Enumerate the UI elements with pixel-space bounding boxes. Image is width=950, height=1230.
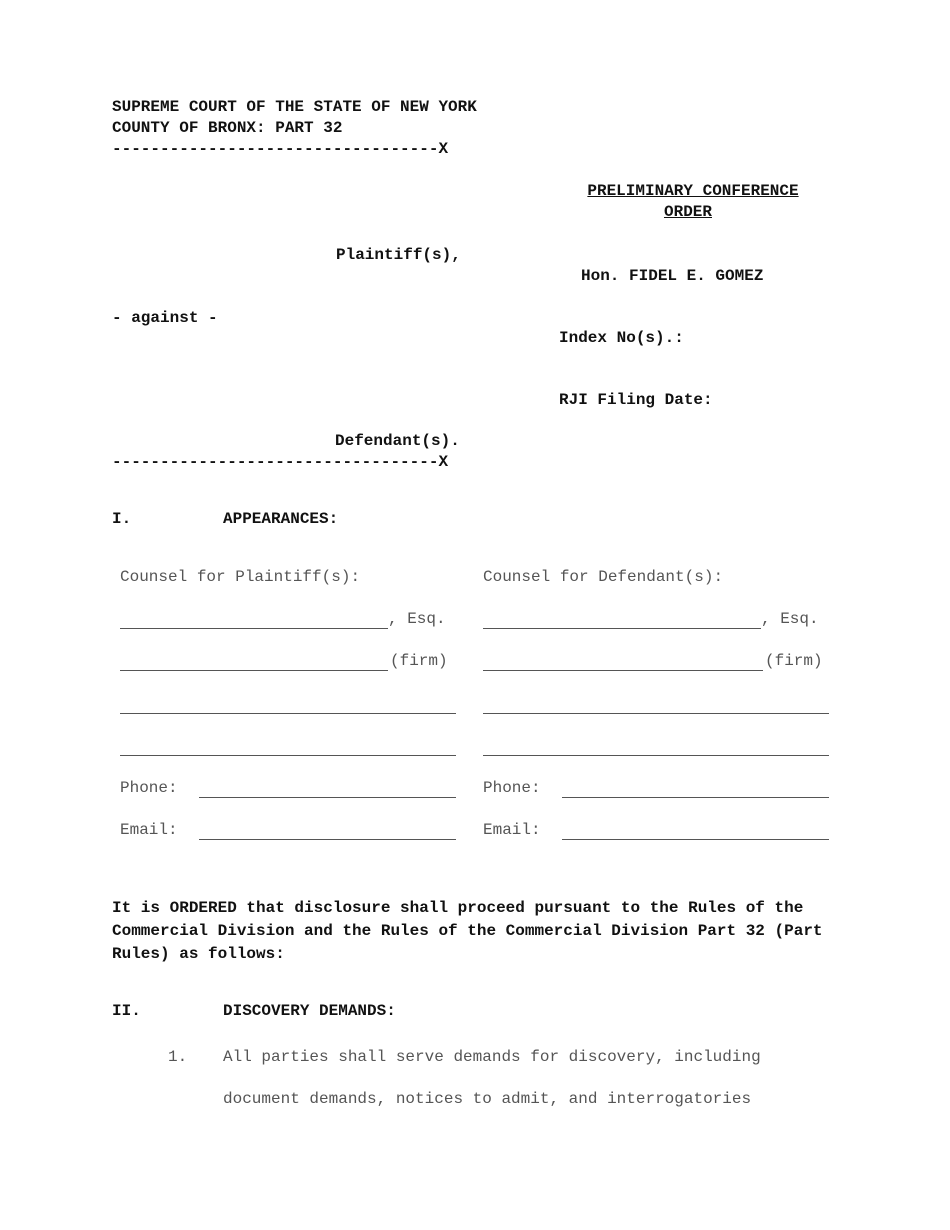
- rji-filing-date-label: RJI Filing Date:: [559, 391, 713, 409]
- plaintiff-phone-label: Phone:: [120, 779, 178, 797]
- plaintiff-email-label: Email:: [120, 821, 178, 839]
- section-ii-number: II.: [112, 1002, 141, 1020]
- order-title-line1: PRELIMINARY CONFERENCE: [587, 182, 799, 200]
- against-label: - against -: [112, 309, 218, 327]
- court-name: SUPREME COURT OF THE STATE OF NEW YORK: [112, 98, 477, 116]
- caption-divider-bottom: ----------------------------------X: [112, 453, 449, 471]
- plaintiff-counsel-label: Counsel for Plaintiff(s):: [120, 568, 361, 586]
- defendant-email-line[interactable]: [562, 839, 829, 840]
- plaintiff-attorney-line[interactable]: [120, 628, 388, 629]
- plaintiff-firm-label: (firm): [390, 652, 448, 670]
- defendant-address-line-2[interactable]: [483, 755, 829, 756]
- plaintiff-address-line-1[interactable]: [120, 713, 456, 714]
- defendant-firm-label: (firm): [765, 652, 823, 670]
- section-i-heading: APPEARANCES:: [223, 510, 339, 528]
- court-county: COUNTY OF BRONX: PART 32: [112, 119, 343, 137]
- order-paragraph: It is ORDERED that disclosure shall proceed pursuant to the Rules of the Commercial Division and the Rules of the Commercial Division Part 32 (Part Rules) as follows:: [112, 899, 823, 963]
- item-1-number: 1.: [168, 1048, 188, 1066]
- item-1-line-1: All parties shall serve demands for discovery, including: [223, 1048, 761, 1066]
- judge-name: Hon. FIDEL E. GOMEZ: [581, 267, 764, 285]
- defendant-phone-line[interactable]: [562, 797, 829, 798]
- defendant-attorney-line[interactable]: [483, 628, 761, 629]
- section-ii-heading: DISCOVERY DEMANDS:: [223, 1002, 396, 1020]
- order-title-line2: ORDER: [663, 203, 712, 221]
- defendant-email-label: Email:: [483, 821, 541, 839]
- section-i-number: I.: [112, 510, 132, 528]
- caption-divider-top: ----------------------------------X: [112, 140, 449, 158]
- defendant-label: Defendant(s).: [335, 432, 460, 450]
- defendant-phone-label: Phone:: [483, 779, 541, 797]
- item-1-line-2: document demands, notices to admit, and interrogatories: [223, 1090, 752, 1108]
- defendant-firm-line[interactable]: [483, 670, 763, 671]
- defendant-counsel-label: Counsel for Defendant(s):: [483, 568, 724, 586]
- plaintiff-firm-line[interactable]: [120, 670, 388, 671]
- index-number-label: Index No(s).:: [559, 329, 684, 347]
- plaintiff-address-line-2[interactable]: [120, 755, 456, 756]
- plaintiff-esq-label: , Esq.: [388, 610, 446, 628]
- plaintiff-email-line[interactable]: [199, 839, 456, 840]
- plaintiff-label: Plaintiff(s),: [336, 246, 461, 264]
- defendant-address-line-1[interactable]: [483, 713, 829, 714]
- plaintiff-phone-line[interactable]: [199, 797, 456, 798]
- defendant-esq-label: , Esq.: [761, 610, 819, 628]
